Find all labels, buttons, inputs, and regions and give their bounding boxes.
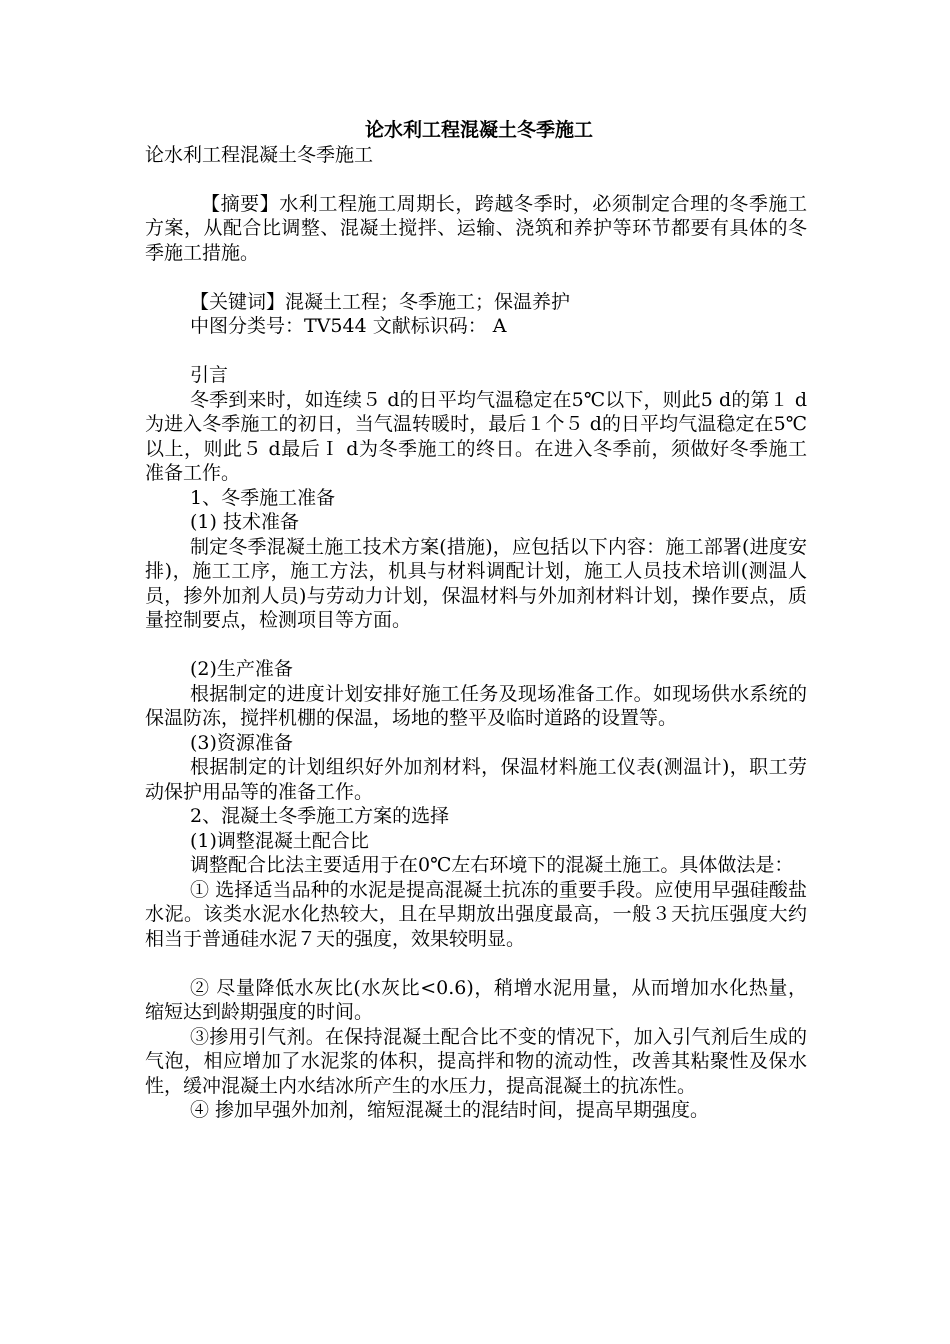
spacer [145,951,807,976]
section-heading-2: 2、混凝土冬季施工方案的选择 [190,805,450,827]
list-item-water-ratio: ② 尽量降低水灰比(水灰比<0.6)，稍增水泥用量，从而增加水化热量，缩短达到龄期强度的时间。 [145,976,807,1023]
document-title: 论水利工程混凝土冬季施工 [364,119,593,141]
abstract-paragraph: 【摘要】水利工程施工周期长，跨越冬季时，必须制定合理的冬季施工方案，从配合比调整、混凝土搅拌、运输、浇筑和养护等环节都要有具体的冬季施工措施。 [145,192,807,264]
subsection-heading-production: (2)生产准备 [190,658,293,680]
list-item-air-agent: ③掺用引气剂。在保持混凝土配合比不变的情况下，加入引气剂后生成的气泡，相应增加了水泥浆的体积，提高拌和物的流动性，改善其粘聚性及保水性，缓冲混凝土内水结冰所产生的水压力，提高混凝土的抗冻性。 [145,1025,807,1097]
section-heading-1: 1、冬季施工准备 [190,486,336,509]
document-page [145,118,807,1123]
spacer [145,339,807,364]
subsection-heading-technical: (1) 技术准备 [190,511,299,533]
list-item-cement: ① 选择适当品种的水泥是提高混凝土抗冻的重要手段。应使用早强硅酸盐水泥。该类水泥水化热较大，且在早期放出强度最高，一般３天抗压强度大约相当于普通硅水泥７天的强度，效果较明显。 [145,878,807,950]
classification-line: 中图分类号：TV544 文献标识码： A [190,315,507,337]
list-item-early-strength: ④ 掺加早强外加剂，缩短混凝土的混结时间，提高早期强度。 [190,1099,710,1121]
spacer [145,265,807,290]
intro-paragraph: 冬季到来时，如连续５ d的日平均气温稳定在5℃以下，则此5 d的第１ d为进入冬季施工的初日，当气温转暖时，最后１个５ d的日平均气温稳定在5℃以上，则此５ d最后Ｉ d为冬季施工的终日。在进入冬季前，须做好冬季施工准备工作。 [145,388,807,484]
mix-paragraph: 调整配合比法主要适用于在0℃左右环境下的混凝土施工。具体做法是： [190,854,794,876]
keywords-line: 【关键词】混凝土工程；冬季施工；保温养护 [190,290,571,313]
spacer [145,633,807,658]
subsection-heading-resources: (3)资源准备 [190,731,293,754]
spacer [145,167,807,192]
subsection-heading-mix: (1)调整混凝土配合比 [190,829,369,852]
production-paragraph: 根据制定的进度计划安排好施工任务及现场准备工作。如现场供水系统的保温防冻，搅拌机棚的保温，场地的整平及临时道路的设置等。 [145,682,807,729]
intro-heading: 引言 [190,364,229,386]
technical-paragraph: 制定冬季混凝土施工技术方案(措施)，应包括以下内容：施工部署(进度安排)，施工工序，施工方法，机具与材料调配计划，施工人员技术培训(测温人员，掺外加剂人员)与劳动力计划，保温材料与外加剂材料计划，操作要点，质量控制要点，检测项目等方面。 [145,535,807,631]
document-subtitle: 论水利工程混凝土冬季施工 [145,143,374,166]
resources-paragraph: 根据制定的计划组织好外加剂材料，保温材料施工仪表(测温计)，职工劳动保护用品等的准备工作。 [145,756,807,803]
